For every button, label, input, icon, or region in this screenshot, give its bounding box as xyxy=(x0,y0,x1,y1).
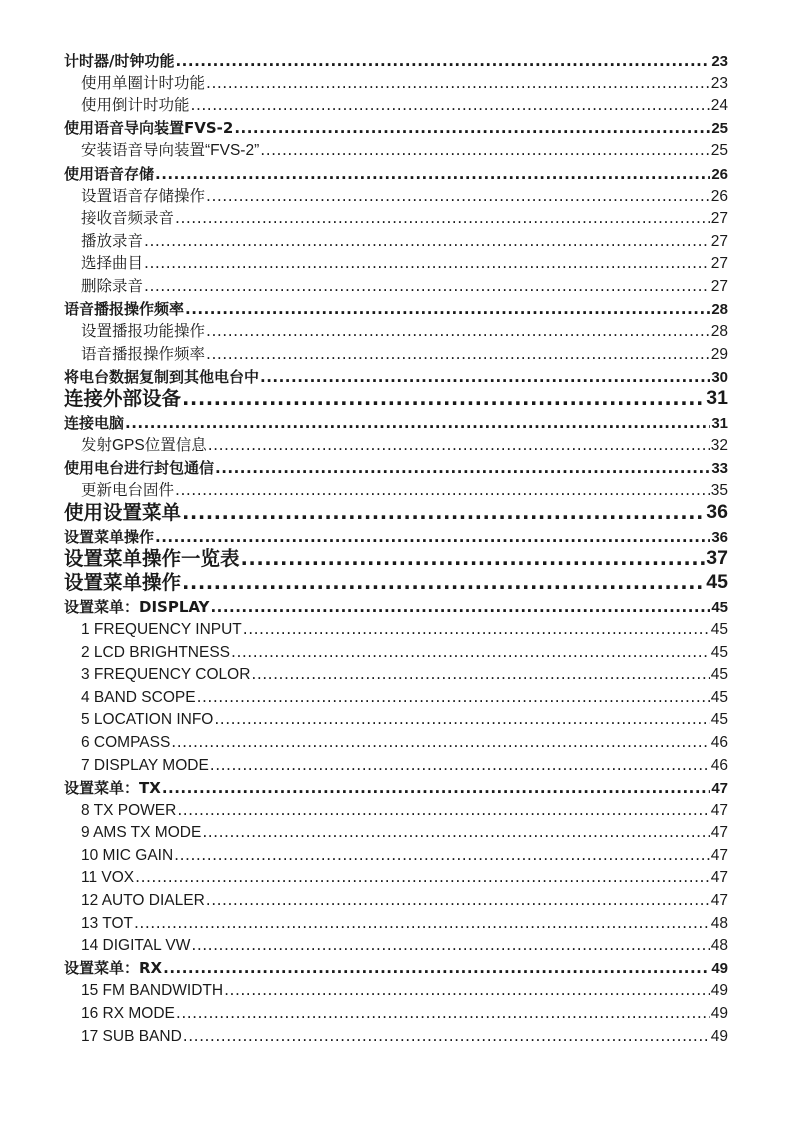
toc-entry-title: 语音播报操作频率 xyxy=(64,300,185,318)
toc-entry-title: 使用语音导向装置FVS-2 xyxy=(64,119,234,137)
toc-entry-page-number: 28 xyxy=(711,301,728,318)
toc-entry[interactable] xyxy=(64,728,728,751)
toc-entry[interactable] xyxy=(64,1022,728,1045)
toc-entry-page-number: 46 xyxy=(710,733,728,751)
toc-entry[interactable] xyxy=(64,954,728,977)
toc-dot-leader xyxy=(231,645,710,661)
toc-dot-leader xyxy=(224,983,710,999)
toc-entry-page-number: 36 xyxy=(711,529,728,546)
table-of-contents xyxy=(64,46,728,1044)
toc-entry[interactable] xyxy=(64,362,728,385)
toc-entry-page-number: 47 xyxy=(710,824,728,841)
toc-dot-leader xyxy=(177,803,709,819)
toc-dot-leader xyxy=(182,503,705,523)
toc-entry[interactable] xyxy=(64,818,728,841)
toc-entry-title: 更新电台固件 xyxy=(81,482,175,499)
toc-dot-leader xyxy=(171,735,709,751)
toc-entry-title: 10 MIC GAIN xyxy=(81,846,174,864)
toc-entry-title: 设置播报功能操作 xyxy=(81,323,206,340)
toc-entry-title: 13 TOT xyxy=(81,914,133,932)
toc-entry[interactable] xyxy=(64,796,728,819)
toc-entry-title: 4 BAND SCOPE xyxy=(81,688,196,706)
toc-dot-leader xyxy=(155,530,710,545)
toc-dot-leader xyxy=(206,189,710,205)
toc-entry-page-number: 27 xyxy=(710,210,728,227)
toc-dot-leader xyxy=(175,211,710,227)
toc-entry[interactable] xyxy=(64,159,728,182)
toc-dot-leader xyxy=(206,893,710,909)
toc-entry[interactable] xyxy=(64,476,728,499)
toc-entry[interactable] xyxy=(64,340,728,363)
toc-entry[interactable] xyxy=(64,545,728,569)
toc-dot-leader xyxy=(215,461,710,476)
toc-entry-page-number: 31 xyxy=(711,415,728,432)
toc-entry-page-number: 33 xyxy=(711,460,728,477)
toc-entry-title: 12 AUTO DIALER xyxy=(81,892,205,909)
toc-dot-leader xyxy=(206,324,710,340)
toc-entry[interactable] xyxy=(64,750,728,773)
toc-dot-leader xyxy=(176,1006,710,1022)
toc-dot-leader xyxy=(175,483,710,499)
toc-entry-page-number: 36 xyxy=(706,500,728,523)
toc-dot-leader xyxy=(208,438,710,454)
toc-entry-title: 计时器/时钟功能 xyxy=(64,51,175,69)
toc-dot-leader xyxy=(206,347,710,363)
toc-entry-title: 选择曲目 xyxy=(81,255,144,272)
toc-entry[interactable] xyxy=(64,136,728,159)
toc-dot-leader xyxy=(202,825,709,841)
toc-entry-title: 16 RX MODE xyxy=(81,1005,175,1022)
toc-entry-page-number: 48 xyxy=(710,914,728,932)
toc-dot-leader xyxy=(243,622,710,638)
toc-dot-leader xyxy=(197,690,710,706)
toc-entry-page-number: 49 xyxy=(710,1005,728,1022)
toc-entry-page-number: 27 xyxy=(710,278,728,295)
toc-dot-leader xyxy=(155,167,710,182)
toc-entry-page-number: 45 xyxy=(710,711,728,728)
toc-entry-page-number: 23 xyxy=(711,52,728,69)
toc-entry-title: 将电台数据复制到其他电台中 xyxy=(64,367,260,385)
toc-dot-leader xyxy=(185,302,710,317)
toc-entry-page-number: 45 xyxy=(710,688,728,706)
toc-entry[interactable] xyxy=(64,522,728,545)
toc-entry[interactable] xyxy=(64,317,728,340)
toc-entry-page-number: 49 xyxy=(710,982,728,999)
toc-dot-leader xyxy=(163,961,710,976)
toc-dot-leader xyxy=(210,758,710,774)
toc-entry-title: 9 AMS TX MODE xyxy=(81,824,202,841)
toc-entry-title: 使用电台进行封包通信 xyxy=(64,459,215,477)
toc-entry-page-number: 35 xyxy=(710,482,728,499)
toc-dot-leader xyxy=(260,370,710,385)
toc-entry-page-number: 45 xyxy=(710,620,728,638)
toc-entry-page-number: 45 xyxy=(710,643,728,661)
toc-entry-title: 接收音频录音 xyxy=(81,210,175,227)
toc-entry[interactable] xyxy=(64,249,728,272)
toc-dot-leader xyxy=(134,916,710,932)
toc-dot-leader xyxy=(144,234,710,250)
toc-entry[interactable] xyxy=(64,909,728,932)
toc-entry[interactable] xyxy=(64,683,728,706)
toc-entry-title: 11 VOX xyxy=(81,869,135,886)
toc-entry[interactable] xyxy=(64,114,728,137)
toc-entry-page-number: 45 xyxy=(710,666,728,683)
toc-entry-title: 设置菜单：DISPLAY xyxy=(64,597,210,615)
toc-dot-leader xyxy=(234,121,710,136)
toc-entry-title: 3 FREQUENCY COLOR xyxy=(81,666,251,683)
toc-entry-page-number: 23 xyxy=(710,74,728,92)
toc-entry-page-number: 28 xyxy=(710,323,728,340)
toc-entry-page-number: 47 xyxy=(710,892,728,909)
toc-entry-title: 设置菜单：TX xyxy=(64,778,161,796)
toc-entry[interactable] xyxy=(64,272,728,295)
toc-entry[interactable] xyxy=(64,91,728,114)
toc-dot-leader xyxy=(191,938,709,954)
toc-dot-leader xyxy=(144,256,710,272)
toc-entry[interactable] xyxy=(64,999,728,1022)
toc-entry-title: 连接外部设备 xyxy=(64,387,182,409)
toc-entry-title: 发射GPS位置信息 xyxy=(81,437,207,454)
toc-dot-leader xyxy=(214,712,709,728)
toc-entry-page-number: 49 xyxy=(710,1027,728,1045)
toc-entry-title: 14 DIGITAL VW xyxy=(81,937,191,954)
toc-entry[interactable] xyxy=(64,660,728,683)
toc-entry-page-number: 25 xyxy=(711,120,728,137)
toc-entry[interactable] xyxy=(64,886,728,909)
toc-entry-page-number: 47 xyxy=(710,869,728,886)
toc-entry[interactable] xyxy=(64,705,728,728)
toc-entry[interactable] xyxy=(64,431,728,454)
toc-entry-title: 设置菜单操作一览表 xyxy=(64,547,240,569)
toc-entry[interactable] xyxy=(64,46,728,69)
toc-entry[interactable] xyxy=(64,569,728,593)
toc-entry-page-number: 45 xyxy=(706,570,728,593)
toc-entry[interactable] xyxy=(64,227,728,250)
toc-dot-leader xyxy=(182,573,705,593)
toc-entry[interactable] xyxy=(64,385,728,409)
toc-entry-title: 设置语音存储操作 xyxy=(81,187,206,205)
toc-dot-leader xyxy=(183,1029,710,1045)
toc-entry-title: 使用倒计时功能 xyxy=(81,97,190,114)
toc-entry-page-number: 27 xyxy=(710,232,728,250)
toc-entry-title: 使用语音存储 xyxy=(64,164,155,182)
toc-entry[interactable] xyxy=(64,182,728,205)
toc-dot-leader xyxy=(206,76,710,92)
toc-dot-leader xyxy=(210,600,710,615)
toc-entry-page-number: 29 xyxy=(710,345,728,363)
toc-entry-page-number: 37 xyxy=(706,547,728,569)
toc-dot-leader xyxy=(241,549,706,569)
toc-entry-page-number: 25 xyxy=(710,142,728,159)
toc-entry-page-number: 24 xyxy=(710,97,728,114)
toc-entry-title: 删除录音 xyxy=(81,278,144,295)
toc-dot-leader xyxy=(260,143,709,159)
toc-entry[interactable] xyxy=(64,976,728,999)
toc-entry-title: 设置菜单：RX xyxy=(64,959,163,977)
toc-entry[interactable] xyxy=(64,773,728,796)
toc-entry-title: 语音播报操作频率 xyxy=(81,345,206,363)
toc-entry-title: 17 SUB BAND xyxy=(81,1027,182,1045)
toc-entry-page-number: 27 xyxy=(710,255,728,272)
toc-entry[interactable] xyxy=(64,454,728,477)
toc-entry-page-number: 26 xyxy=(711,165,728,182)
toc-entry-title: 连接电脑 xyxy=(64,414,125,432)
toc-entry-page-number: 47 xyxy=(711,779,728,796)
toc-entry-page-number: 48 xyxy=(710,937,728,954)
toc-entry-page-number: 30 xyxy=(711,368,728,385)
toc-entry[interactable] xyxy=(64,637,728,660)
toc-dot-leader xyxy=(125,416,710,431)
toc-entry[interactable] xyxy=(64,592,728,615)
toc-entry-title: 使用设置菜单 xyxy=(64,500,182,523)
toc-entry[interactable] xyxy=(64,204,728,227)
toc-entry-title: 2 LCD BRIGHTNESS xyxy=(81,643,231,661)
toc-entry-page-number: 26 xyxy=(710,187,728,205)
toc-entry-title: 设置菜单操作 xyxy=(64,570,182,593)
toc-entry-title: 播放录音 xyxy=(81,232,144,250)
toc-entry-title: 7 DISPLAY MODE xyxy=(81,756,209,773)
toc-entry-title: 15 FM BANDWIDTH xyxy=(81,982,224,999)
toc-entry-title: 使用单圈计时功能 xyxy=(81,74,206,92)
toc-entry-page-number: 45 xyxy=(711,598,728,615)
toc-entry-title: 8 TX POWER xyxy=(81,801,177,819)
toc-dot-leader xyxy=(162,781,711,796)
toc-entry-page-number: 32 xyxy=(710,437,728,454)
toc-entry-title: 设置菜单操作 xyxy=(64,528,155,546)
toc-entry-title: 1 FREQUENCY INPUT xyxy=(81,620,242,638)
toc-dot-leader xyxy=(182,389,705,409)
toc-entry[interactable] xyxy=(64,841,728,864)
toc-entry[interactable] xyxy=(64,295,728,318)
toc-dot-leader xyxy=(135,870,710,886)
toc-dot-leader xyxy=(191,98,710,114)
toc-entry-page-number: 47 xyxy=(710,846,728,864)
toc-entry-page-number: 31 xyxy=(706,387,728,409)
toc-entry-page-number: 49 xyxy=(711,960,728,977)
toc-entry[interactable] xyxy=(64,69,728,92)
toc-entry-title: 5 LOCATION INFO xyxy=(81,711,214,728)
toc-entry[interactable] xyxy=(64,499,728,523)
toc-dot-leader xyxy=(251,667,709,683)
toc-entry-title: 6 COMPASS xyxy=(81,733,171,751)
toc-entry[interactable] xyxy=(64,863,728,886)
toc-entry-page-number: 46 xyxy=(710,756,728,773)
toc-entry-title: 安装语音导向装置“FVS-2” xyxy=(81,142,260,159)
toc-dot-leader xyxy=(144,279,710,295)
toc-dot-leader xyxy=(174,848,710,864)
toc-entry[interactable] xyxy=(64,409,728,432)
toc-entry-page-number: 47 xyxy=(710,801,728,819)
toc-dot-leader xyxy=(175,54,710,69)
toc-entry[interactable] xyxy=(64,931,728,954)
toc-entry[interactable] xyxy=(64,615,728,638)
